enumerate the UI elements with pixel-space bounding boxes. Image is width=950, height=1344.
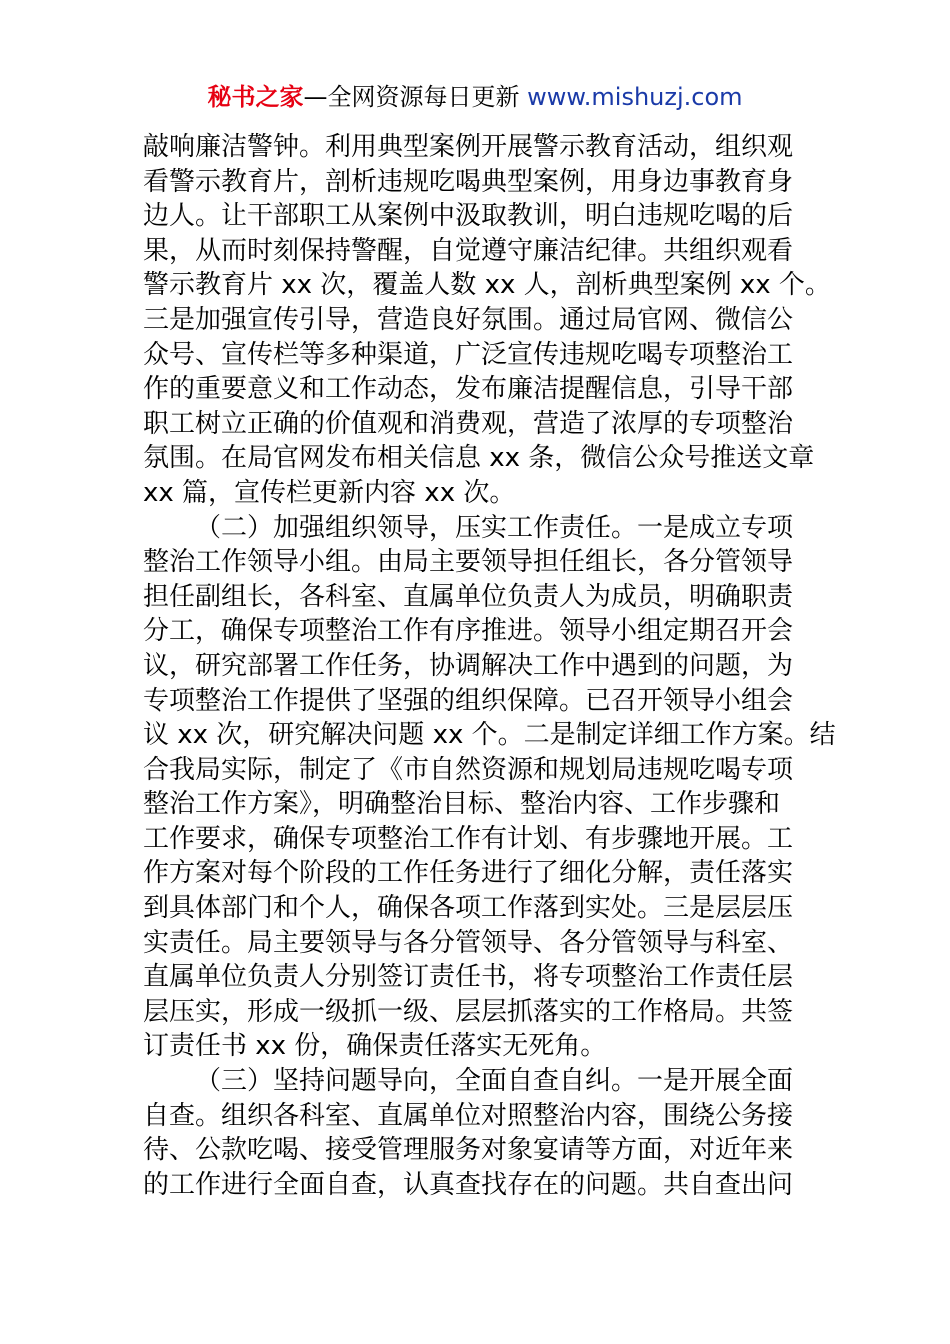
text-line: 作的重要意义和工作动态，发布廉洁提醒信息，引导干部	[143, 374, 794, 405]
text-line: 直属单位负责人分别签订责任书，将专项整治工作责任层	[143, 962, 794, 993]
text-line: （三）坚持问题导向，全面自查自纠。一是开展全面	[195, 1066, 794, 1097]
text-line: 合我局实际，制定了《市自然资源和规划局违规吃喝专项	[143, 754, 794, 785]
text-line: 果，从而时刻保持警醒，自觉遵守廉洁纪律。共组织观看	[143, 235, 794, 266]
text-line: 自查。组织各科室、直属单位对照整治内容，围绕公务接	[143, 1100, 794, 1131]
text-line: 层压实，形成一级抓一级、层层抓落实的工作格局。共签	[143, 996, 794, 1027]
text-line: 议 xx 次，研究解决问题 xx 个。二是制定详细工作方案。结	[143, 720, 836, 751]
text-line: 警示教育片 xx 次，覆盖人数 xx 人，剖析典型案例 xx 个。	[143, 270, 831, 301]
text-line: 氛围。在局官网发布相关信息 xx 条，微信公众号推送文章	[143, 443, 815, 474]
text-line: 敲响廉洁警钟。利用典型案例开展警示教育活动，组织观	[143, 132, 794, 162]
text-line: 作方案对每个阶段的工作任务进行了细化分解，责任落实	[143, 858, 794, 889]
text-line: 议，研究部署工作任务，协调解决工作中遇到的问题，为	[143, 650, 794, 681]
text-line: 边人。让干部职工从案例中汲取教训，明白违规吃喝的后	[143, 201, 794, 232]
text-line: 订责任书 xx 份，确保责任落实无死角。	[143, 1031, 607, 1062]
text-line: 整治工作方案》，明确整治目标、整治内容、工作步骤和	[143, 789, 781, 820]
text-line: 分工，确保专项整治工作有序推进。领导小组定期召开会	[143, 616, 794, 647]
header-brand: 秘书之家	[207, 83, 304, 111]
text-line: 待、公款吃喝、接受管理服务对象宴请等方面，对近年来	[143, 1135, 794, 1166]
text-line: （二）加强组织领导，压实工作责任。一是成立专项	[195, 512, 794, 543]
header-tagline: —全网资源每日更新	[303, 83, 528, 111]
text-line: 实责任。局主要领导与各分管领导、各分管领导与科室、	[143, 927, 794, 958]
text-line: 众号、宣传栏等多种渠道，广泛宣传违规吃喝专项整治工	[143, 339, 794, 370]
document-body	[143, 130, 836, 1202]
page-header	[0, 80, 950, 114]
text-line: 整治工作领导小组。由局主要领导担任组长，各分管领导	[143, 547, 794, 578]
text-line: 到具体部门和个人，确保各项工作落到实处。三是层层压	[143, 893, 794, 924]
text-line: 职工树立正确的价值观和消费观，营造了浓厚的专项整治	[143, 408, 794, 439]
text-line: xx 篇，宣传栏更新内容 xx 次。	[143, 477, 516, 508]
text-line: 专项整治工作提供了坚强的组织保障。已召开领导小组会	[143, 685, 794, 716]
text-line: 三是加强宣传引导，营造良好氛围。通过局官网、微信公	[143, 304, 794, 335]
text-line: 的工作进行全面自查，认真查找存在的问题。共自查出问	[143, 1169, 794, 1200]
text-line: 看警示教育片，剖析违规吃喝典型案例，用身边事教育身	[143, 166, 794, 197]
text-line: 工作要求，确保专项整治工作有计划、有步骤地开展。工	[143, 823, 794, 854]
header-site-url: www.mishuzj.com	[527, 83, 743, 111]
text-line: 担任副组长，各科室、直属单位负责人为成员，明确职责	[143, 581, 794, 612]
